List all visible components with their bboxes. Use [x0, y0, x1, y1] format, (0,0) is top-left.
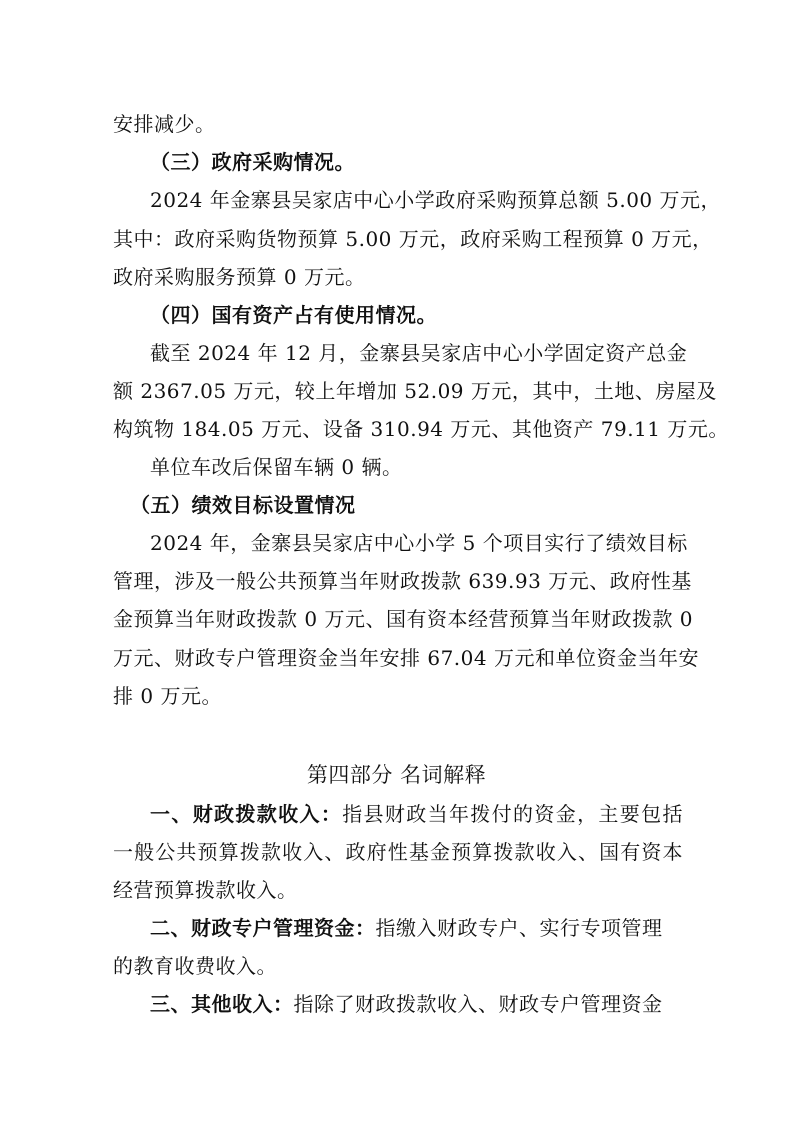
section-heading-performance: （五）绩效目标设置情况 — [130, 493, 356, 517]
term-label: 一、财政拨款收入： — [150, 802, 343, 826]
term-text: 指县财政当年拨付的资金，主要包括 — [342, 802, 683, 826]
paragraph-line: 的教育收费收入。 — [113, 954, 277, 978]
paragraph-line: 政府采购服务预算 0 万元。 — [113, 265, 366, 289]
term-text: 指除了财政拨款收入、财政专户管理资金 — [293, 992, 663, 1016]
term-label: 二、财政专户管理资金： — [150, 916, 376, 940]
paragraph-line: 截至 2024 年 12 月，金寨县吴家店中心小学固定资产总金 — [150, 341, 688, 365]
section-heading-assets: （四）国有资产占有使用情况。 — [150, 303, 437, 327]
section-heading-procurement: （三）政府采购情况。 — [150, 150, 355, 174]
paragraph-line: 排 0 万元。 — [113, 684, 222, 708]
term-paragraph-line — [150, 800, 683, 828]
paragraph-line: 额 2367.05 万元，较上年增加 52.09 万元，其中，土地、房屋及 — [113, 379, 717, 403]
term-paragraph-line — [150, 914, 663, 942]
term-paragraph-line — [150, 990, 663, 1018]
part-title: 第四部分 名词解释 — [306, 763, 487, 787]
paragraph-line: 其中：政府采购货物预算 5.00 万元，政府采购工程预算 0 万元， — [113, 227, 713, 251]
paragraph-line: 管理，涉及一般公共预算当年财政拨款 639.93 万元、政府性基 — [113, 569, 692, 593]
paragraph-line: 安排减少。 — [113, 112, 216, 136]
paragraph-line: 单位车改后保留车辆 0 辆。 — [150, 455, 403, 479]
term-text: 指缴入财政专户、实行专项管理 — [375, 916, 663, 940]
paragraph-line: 构筑物 184.05 万元、设备 310.94 万元、其他资产 79.11 万元。 — [113, 417, 729, 441]
paragraph-line: 金预算当年财政拨款 0 万元、国有资本经营预算当年财政拨款 0 — [113, 607, 694, 631]
paragraph-line: 万元、财政专户管理资金当年安排 67.04 万元和单位资金当年安 — [113, 646, 699, 670]
paragraph-line: 经营预算拨款收入。 — [113, 878, 298, 902]
term-label: 三、其他收入： — [150, 992, 294, 1016]
paragraph-line: 一般公共预算拨款收入、政府性基金预算拨款收入、国有资本 — [113, 840, 683, 864]
paragraph-line: 2024 年，金寨县吴家店中心小学 5 个项目实行了绩效目标 — [150, 531, 688, 555]
paragraph-line: 2024 年金寨县吴家店中心小学政府采购预算总额 5.00 万元， — [150, 188, 722, 212]
